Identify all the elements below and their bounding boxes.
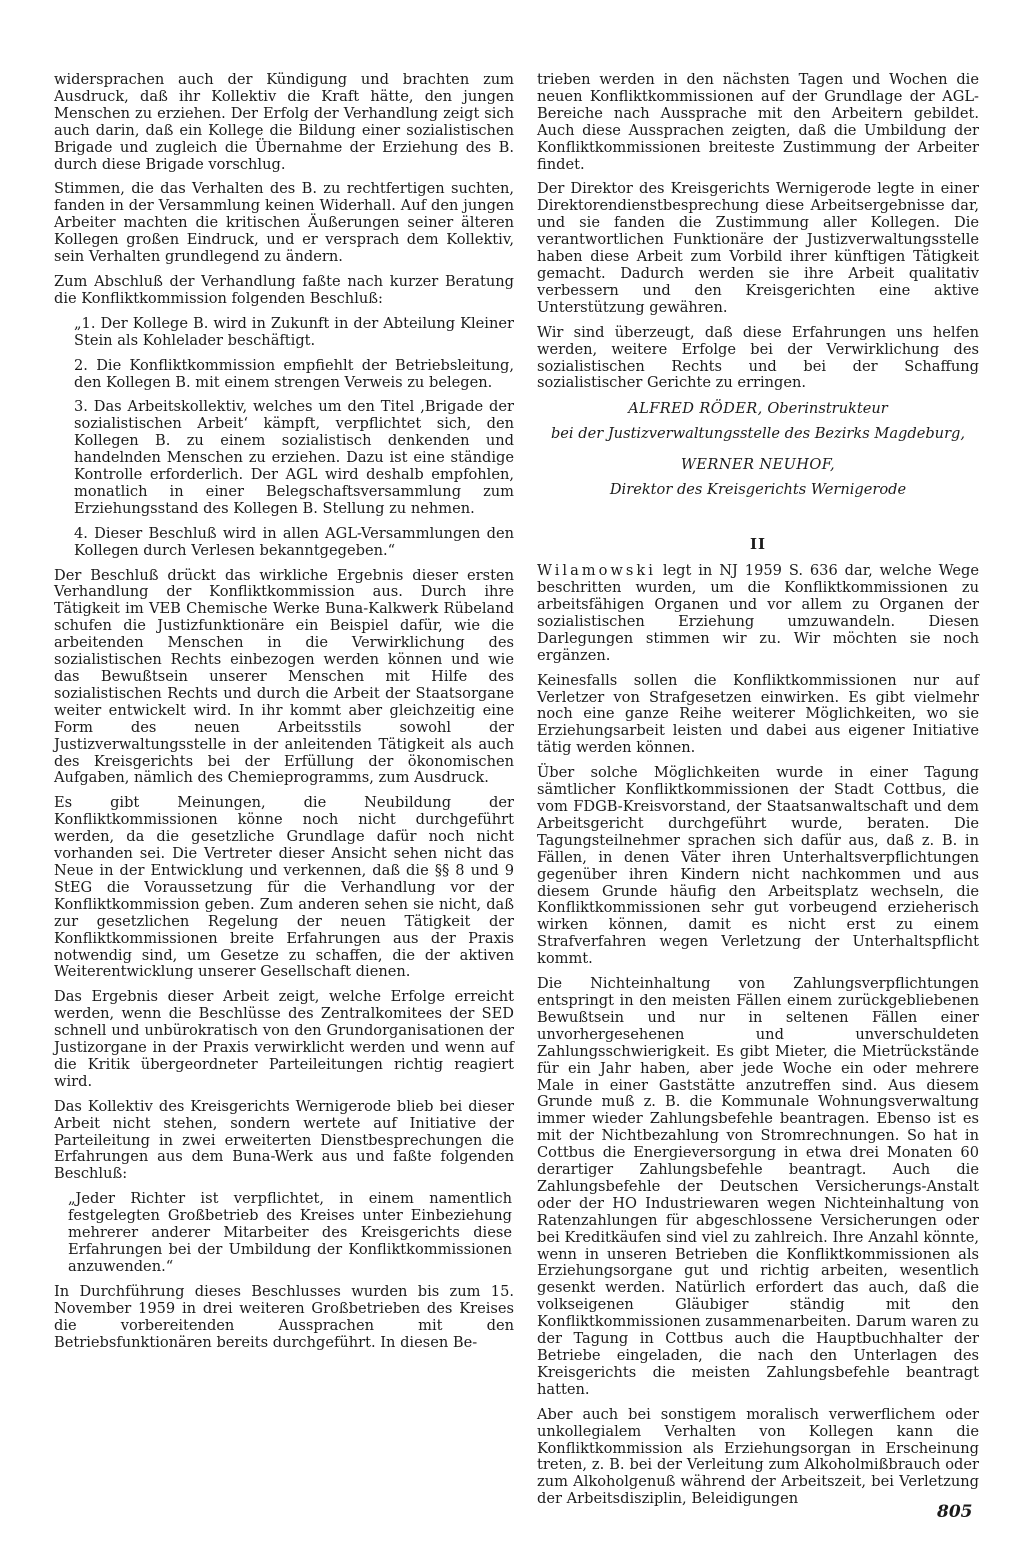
author-affiliation: bei der Justizverwaltungsstelle des Bezirks Magdeburg, (550, 425, 966, 443)
left-column (54, 72, 514, 1359)
resolution-item-3: 3. Das Arbeitskollektiv, welches um den Titel ‚Brigade der sozialistischen Arbeit‘ kämpft, verpflichtet sich, den Kollegen B. zu einem sozialistisch denkenden und handelnden Menschen zu erziehen. Dazu ist eine ständige Kontrolle erforderlich. Der AGL wird deshalb empfohlen, monatlich in einer Belegschaftsversammlung zum Erziehungsstand des Kollegen B. Stellung zu nehmen. (74, 398, 514, 517)
resolution-item-1: „1. Der Kollege B. wird in Zukunft in der Abteilung Kleiner Stein als Kohlelader beschäftigt. (74, 314, 514, 349)
paragraph: In Durchführung dieses Beschlusses wurden bis zum 15. November 1959 in drei weiteren Großbetrieben des Kreises die vorbereitenden Aussprachen mit den Betriebsfunktionären bereits durchgeführt. In diesen Be- (54, 1282, 514, 1351)
paragraph: Keinesfalls sollen die Konfliktkommissionen nur auf Verletzer von Strafgesetzen einwirken. Es gibt vielmehr noch eine ganze Reihe weiterer Möglichkeiten, wo sie Erziehungsarbeit leisten und dabei aus eigener Initiative tätig werden können. (537, 671, 979, 757)
author-name: WERNER NEUHOF, (680, 456, 836, 474)
paragraph: Der Direktor des Kreisgerichts Wernigerode legte in einer Direktorendienstbesprechung diese Arbeitsergebnisse dar, und sie fanden die Zustimmung aller Kollegen. Die verantwortlichen Funktionäre der Justizverwaltungsstelle haben diese Arbeit zum Vorbild ihrer künftigen Tätigkeit gemacht. Dadurch werden sie ihre Arbeit qualitativ verbessern und den Kreisgerichten eine aktive Unterstützung gewähren. (537, 180, 979, 316)
paragraph: Das Ergebnis dieser Arbeit zeigt, welche Erfolge erreicht werden, wenn die Beschlüsse des Zentralkomitees der SED schnell und unbürokratisch von den Grundorganisationen der Justizorgane in der Praxis verwirklicht werden und wenn auf die Kritik übergeordneter Parteileitungen richtig reagiert wird. (54, 988, 514, 1090)
paragraph: Wir sind überzeugt, daß diese Erfahrungen uns helfen werden, weitere Erfolge bei der Verwirklichung des sozialistischen Rechts und bei der Schaffung sozialistischer Gerichte zu erringen. (537, 323, 979, 392)
author-affiliation: Direktor des Kreisgerichts Wernigerode (609, 481, 907, 499)
quoted-resolution: „Jeder Richter ist verpflichtet, in einem namentlich festgelegten Großbetrieb des Kreises unter Einbeziehung mehrerer anderer Mitarbeiter des Kreisgerichts diese Erfahrungen bei der Umbildung der Konfliktkommissionen anzuwenden.“ (68, 1190, 512, 1275)
page-number: 805 (937, 1502, 973, 1522)
paragraph: trieben werden in den nächsten Tagen und Wochen die neuen Konfliktkommissionen auf der Grundlage der AGL-Bereiche nach Aussprache mit den Arbeitern gebildet. Auch diese Aussprachen zeigten, daß die Umbildung der Konfliktkommissionen breiteste Zustimmung der Arbeiter findet. (537, 71, 979, 173)
section-heading: II (749, 535, 767, 554)
paragraph: Die Nichteinhaltung von Zahlungsverpflichtungen entspringt in den meisten Fällen einem zurückgebliebenen Bewußtsein und nur in seltenen Fällen einer unvorhergesehenen und unverschuldeten Zahlungsschwierigkeit. Es gibt Mieter, die Mietrückstände für ein Jahr haben, aber jede Woche ein oder mehrere Male in einer Gaststätte anzutreffen sind. Aus diesem Grunde muß z. B. die Kommunale Wohnungsverwaltung immer wieder Zahlungsbefehle beantragen. Ebenso ist es mit der Nichtbezahlung von Stromrechnungen. So hat in Cottbus die Energieversorgung in etwa drei Monaten 60 derartiger Zahlungsbefehle beantragt. Auch die Zahlungsbefehle der Deutschen Versicherungs-Anstalt oder der HO Industriewaren wegen Nichteinhaltung von Ratenzahlungen für abgeschlossene Versicherungen oder bei Kreditkäufen sind viel zu zahlreich. Ihre Anzahl könnte, wenn in unseren Betrieben die Konfliktkommissionen als Erziehungsorgane gut und richtig arbeiten, wesentlich gesenkt werden. Natürlich erfordert das auch, daß die volkseigenen Gläubiger ständig mit den Konfliktkommissionen zusammenarbeiten. Darum waren zu der Tagung in Cottbus auch die Hauptbuchhalter der Betriebe eingeladen, die nach den Unterlagen des Kreisgerichts die meisten Zahlungsbefehle beantragt hatten. (537, 975, 979, 1398)
signature-roeder (537, 400, 979, 442)
cited-author: Wilamowski (537, 562, 656, 580)
paragraph: Es gibt Meinungen, die Neubildung der Konfliktkommissionen könne noch nicht durchgeführt werden, da die gesetzliche Grundlage dafür noch nicht vorhanden sei. Die Vertreter dieser Ansicht sehen nicht das Neue in der Entwicklung und verkennen, daß die §§ 8 und 9 StEG die Voraussetzung für die Verhandlung vor der Konfliktkommission geben. Zum anderen sehen sie nicht, daß zur gesetzlichen Regelung der neuen Tätigkeit der Konfliktkommissionen breite Erfahrungen aus der Praxis notwendig sind, um Gesetze zu schaffen, die der aktiven Weiterentwicklung unserer Gesellschaft dienen. (54, 794, 514, 981)
signature-neuhof (537, 456, 979, 498)
resolution-item-4: 4. Dieser Beschluß wird in allen AGL-Versammlungen den Kollegen durch Verlesen bekanntgegeben.“ (74, 524, 514, 559)
paragraph: Aber auch bei sonstigem moralisch verwerflichem oder unkollegialem Verhalten von Kollegen kann die Konfliktkommission als Erziehungsorgan in Erscheinung treten, z. B. bei der Verleitung zum Alkoholmißbrauch oder zum Alkoholgenuß während der Arbeitszeit, bei Verletzung der Arbeitsdisziplin, Beleidigungen (537, 1405, 979, 1508)
author-title: Oberinstrukteur (767, 400, 888, 418)
paragraph: Das Kollektiv des Kreisgerichts Wernigerode blieb bei dieser Arbeit nicht stehen, sondern wertete auf Initiative der Parteileitung in zwei erweiterten Dienstbesprechungen die Erfahrungen aus dem Buna-Werk aus und faßte folgenden Beschluß: (54, 1097, 514, 1183)
paragraph: Zum Abschluß der Verhandlung faßte nach kurzer Beratung die Konfliktkommission folgenden Beschluß: (54, 272, 514, 307)
paragraph: widersprachen auch der Kündigung und brachten zum Ausdruck, daß ihr Kollektiv die Kraft hätte, den jungen Menschen zu erziehen. Der Erfolg der Verhandlung zeigt sich auch darin, daß ein Kollege die Bildung einer sozialistischen Brigade und zugleich die Übernahme der Erziehung des B. durch diese Brigade vorschlug. (54, 71, 514, 173)
paragraph: Wilamowski legt in NJ 1959 S. 636 dar, welche Wege beschritten wurden, um die Konfliktkommissionen zu arbeitsfähigen Organen und vor allem zu Organen der sozialistischen Erziehung umzuwandeln. Diesen Darlegungen stimmen wir zu. Wir möchten sie noch ergänzen. (537, 562, 979, 664)
paragraph: Der Beschluß drückt das wirkliche Ergebnis dieser ersten Verhandlung der Konfliktkommission aus. Durch ihre Tätigkeit im VEB Chemische Werke Buna-Kalkwerk Rübeland schufen die Justizfunktionäre ein Beispiel dafür, wie die arbeitenden Menschen in die Verwirklichung des sozialistischen Rechts einbezogen werden können und wie das Bewußtsein unserer Menschen mit Hilfe des sozialistischen Rechts und durch die Arbeit der Staatsorgane weiter entwickelt wird. In ihr kommt aber gleichzeitig eine Form des neuen Arbeitsstils sowohl der Justizverwaltungsstelle in der anleitenden Tätigkeit als auch des Kreisgerichts bei der Erfüllung der ökonomischen Aufgaben, nämlich des Chemieprogramms, zum Ausdruck. (54, 566, 514, 787)
resolution-item-2: 2. Die Konfliktkommission empfiehlt der Betriebsleitung, den Kollegen B. mit einem strengen Verweis zu belegen. (74, 356, 514, 391)
author-name: ALFRED RÖDER, (628, 400, 763, 418)
right-column (537, 72, 979, 1516)
paragraph: Über solche Möglichkeiten wurde in einer Tagung sämtlicher Konfliktkommissionen der Stadt Cottbus, die vom FDGB-Kreisvorstand, der Staatsanwaltschaft und dem Arbeitsgericht durchgeführt wurde, beraten. Die Tagungsteilnehmer sprachen sich dafür aus, daß z. B. in Fällen, in denen Väter ihren Unterhaltsverpflichtungen gegenüber ihren Kindern nicht nachkommen und aus diesem Grunde häufig den Arbeitsplatz wechseln, die Konfliktkommissionen sehr gut vorbeugend erzieherisch wirken können, damit es nicht erst zu einem Strafverfahren wegen Verletzung der Unterhaltspflicht kommt. (537, 764, 979, 968)
paragraph: Stimmen, die das Verhalten des B. zu rechtfertigen suchten, fanden in der Versammlung keinen Widerhall. Auf den jungen Arbeiter machten die kritischen Äußerungen seiner älteren Kollegen großen Eindruck, und er versprach dem Kollektiv, sein Verhalten grundlegend zu ändern. (54, 180, 514, 266)
